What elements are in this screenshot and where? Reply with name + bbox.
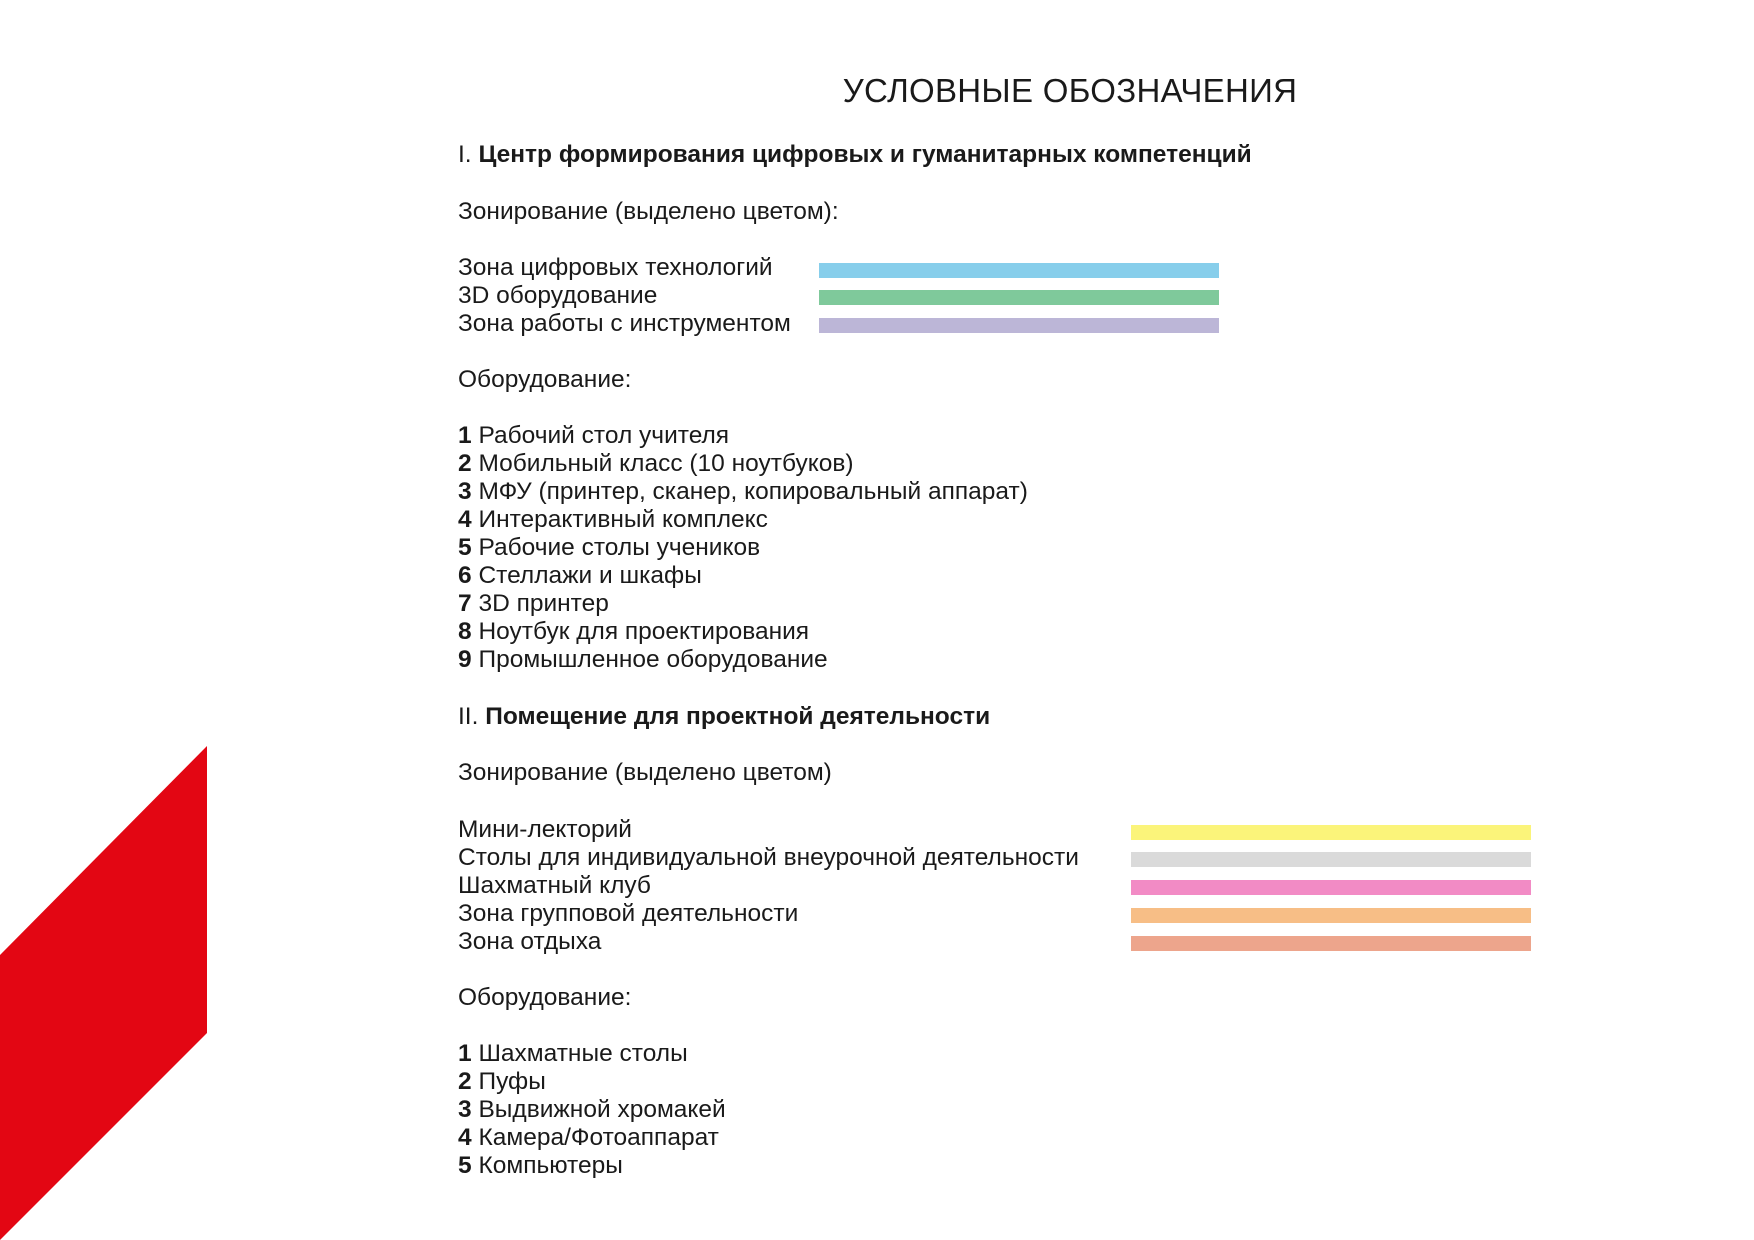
equipment-number: 2 <box>458 450 472 477</box>
zone-label: Зона цифровых технологий <box>458 254 773 281</box>
zone-color-bar <box>819 318 1219 333</box>
equipment-item <box>458 1067 546 1097</box>
equipment-number: 2 <box>458 1068 472 1095</box>
zone-color-bar <box>1131 936 1531 951</box>
equipment-item <box>458 1095 726 1125</box>
equipment-item <box>458 477 1028 507</box>
equipment-item <box>458 1151 623 1181</box>
zone-label: Зона отдыха <box>458 928 602 955</box>
equipment-item <box>458 449 854 479</box>
equipment-text: Интерактивный комплекс <box>478 506 768 533</box>
equipment-number: 5 <box>458 1152 472 1179</box>
section-2-zoning-label: Зонирование (выделено цветом) <box>458 759 832 786</box>
zone-label: Мини-лекторий <box>458 816 632 843</box>
equipment-item <box>458 505 768 535</box>
equipment-text: Ноутбук для проектирования <box>478 618 810 645</box>
equipment-number: 5 <box>458 534 472 561</box>
section-1-heading <box>458 140 1252 170</box>
equipment-item <box>458 533 760 563</box>
equipment-text: МФУ (принтер, сканер, копировальный аппарат) <box>478 478 1028 505</box>
equipment-text: Пуфы <box>478 1068 546 1095</box>
section-1-title: Центр формирования цифровых и гуманитарных компетенций <box>478 141 1252 168</box>
equipment-text: Выдвижной хромакей <box>478 1096 726 1123</box>
section-2-title: Помещение для проектной деятельности <box>485 703 991 730</box>
equipment-text: 3D принтер <box>478 590 609 617</box>
equipment-text: Промышленное оборудование <box>478 646 828 673</box>
equipment-text: Компьютеры <box>478 1152 623 1179</box>
equipment-number: 4 <box>458 1124 472 1151</box>
equipment-item <box>458 1123 719 1153</box>
equipment-item <box>458 645 828 675</box>
equipment-text: Камера/Фотоаппарат <box>478 1124 719 1151</box>
equipment-number: 1 <box>458 1040 472 1067</box>
zone-label: Зона работы с инструментом <box>458 310 791 337</box>
equipment-number: 8 <box>458 618 472 645</box>
equipment-text: Стеллажи и шкафы <box>478 562 702 589</box>
zone-label: Столы для индивидуальной внеурочной деятельности <box>458 844 1079 871</box>
page-title: УСЛОВНЫЕ ОБОЗНАЧЕНИЯ <box>842 72 1298 109</box>
equipment-number: 7 <box>458 590 472 617</box>
section-1-zoning-label: Зонирование (выделено цветом): <box>458 198 839 225</box>
zone-color-bar <box>1131 825 1531 840</box>
zone-color-bar <box>819 263 1219 278</box>
red-parallelogram-shape <box>0 746 207 1240</box>
equipment-number: 3 <box>458 1096 472 1123</box>
equipment-text: Мобильный класс (10 ноутбуков) <box>478 450 854 477</box>
zone-color-bar <box>1131 880 1531 895</box>
equipment-number: 3 <box>458 478 472 505</box>
zone-color-bar <box>1131 908 1531 923</box>
equipment-item <box>458 589 609 619</box>
equipment-number: 1 <box>458 422 472 449</box>
zone-label: Шахматный клуб <box>458 872 651 899</box>
section-2-equipment-label: Оборудование: <box>458 984 632 1011</box>
zone-label: 3D оборудование <box>458 282 658 309</box>
zone-color-bar <box>1131 852 1531 867</box>
equipment-number: 6 <box>458 562 472 589</box>
zone-color-bar <box>819 290 1219 305</box>
equipment-item <box>458 561 702 591</box>
section-1-equipment-label: Оборудование: <box>458 366 632 393</box>
section-1-numeral: I. <box>458 141 472 168</box>
equipment-text: Шахматные столы <box>478 1040 688 1067</box>
equipment-text: Рабочие столы учеников <box>478 534 761 561</box>
equipment-number: 9 <box>458 646 472 673</box>
section-2-heading <box>458 702 990 732</box>
equipment-item <box>458 617 809 647</box>
equipment-item <box>458 1039 688 1069</box>
section-2-numeral: II. <box>458 703 479 730</box>
equipment-text: Рабочий стол учителя <box>478 422 730 449</box>
equipment-number: 4 <box>458 506 472 533</box>
zone-label: Зона групповой деятельности <box>458 900 799 927</box>
equipment-item <box>458 421 729 451</box>
